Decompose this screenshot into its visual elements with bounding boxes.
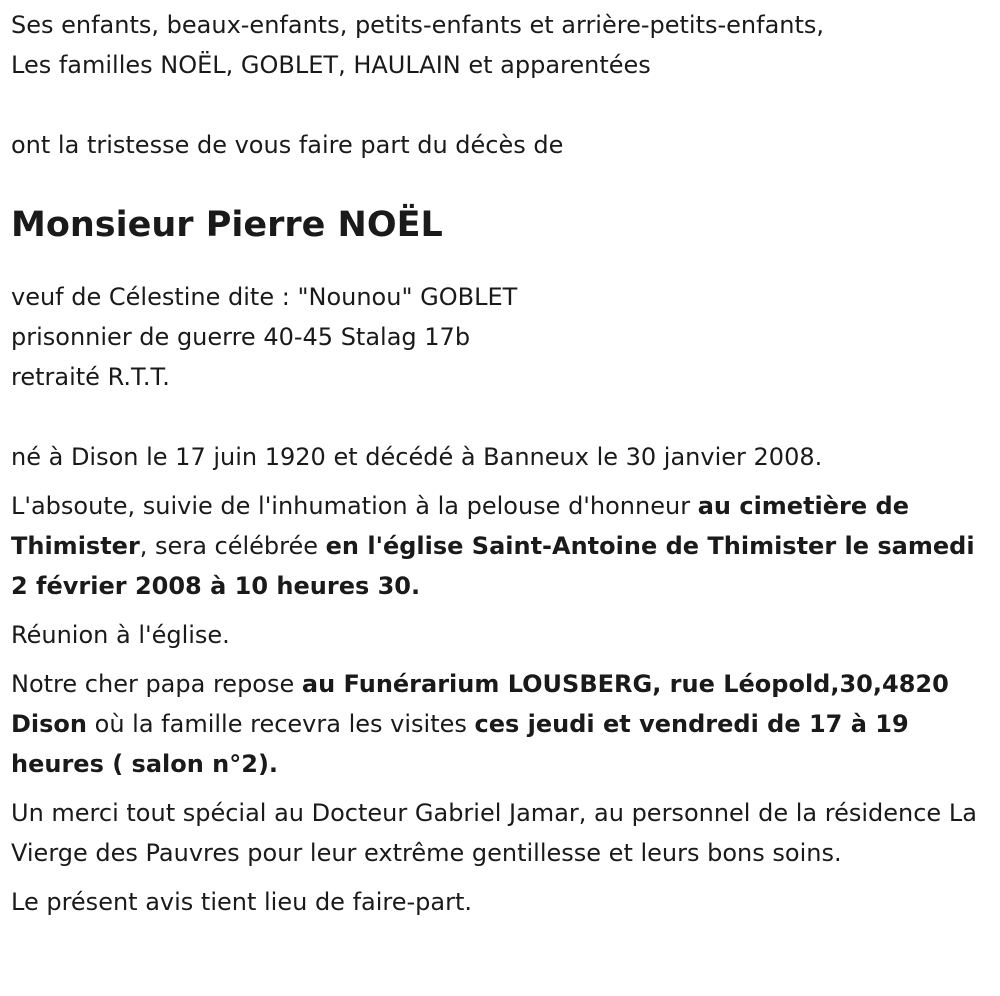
funeral-text-2: , sera célébrée [139,532,326,560]
visits-text-1: Notre cher papa repose [11,670,302,698]
deceased-name: Monsieur Pierre NOËL [11,205,443,245]
thanks-paragraph: Un merci tout spécial au Docteur Gabriel Jamar, au personnel de la résidence La Vierge des Pauvres pour leur extrême gentillesse et leurs bons soins. [11,799,977,867]
funeral-paragraph [11,486,991,606]
funeral-text-1: L'absoute, suivie de l'inhumation à la pelouse d'honneur [11,492,698,520]
funeral-cemetery: au cimetière de Thimister [11,492,909,560]
visits-paragraph [11,664,991,784]
detail-line-prisoner: prisonnier de guerre 40-45 Stalag 17b [11,323,471,351]
obituary-notice [11,5,991,922]
reunion-text: Réunion à l'église. [11,621,230,649]
family-line-2: Les familles NOËL, GOBLET, HAULAIN et apparentées [11,51,651,79]
detail-line-widow: veuf de Célestine dite : "Nounou" GOBLET [11,283,518,311]
visits-funeral-home: au Funérarium LOUSBERG, rue Léopold,30,4820 Dison [11,670,949,738]
visits-schedule: ces jeudi et vendredi de 17 à 19 heures ( salon n°2). [11,710,909,778]
funeral-church-date: en l'église Saint-Antoine de Thimister le samedi 2 février 2008 à 10 heures 30. [11,532,975,600]
announcement-text: ont la tristesse de vous faire part du décès de [11,131,564,159]
detail-line-retired: retraité R.T.T. [11,363,170,391]
visits-text-2: où la famille recevra les visites [87,710,475,738]
family-line-1: Ses enfants, beaux-enfants, petits-enfants et arrière-petits-enfants, [11,11,825,39]
birth-death-text: né à Dison le 17 juin 1920 et décédé à Banneux le 30 janvier 2008. [11,443,823,471]
closing-text: Le présent avis tient lieu de faire-part. [11,888,473,916]
